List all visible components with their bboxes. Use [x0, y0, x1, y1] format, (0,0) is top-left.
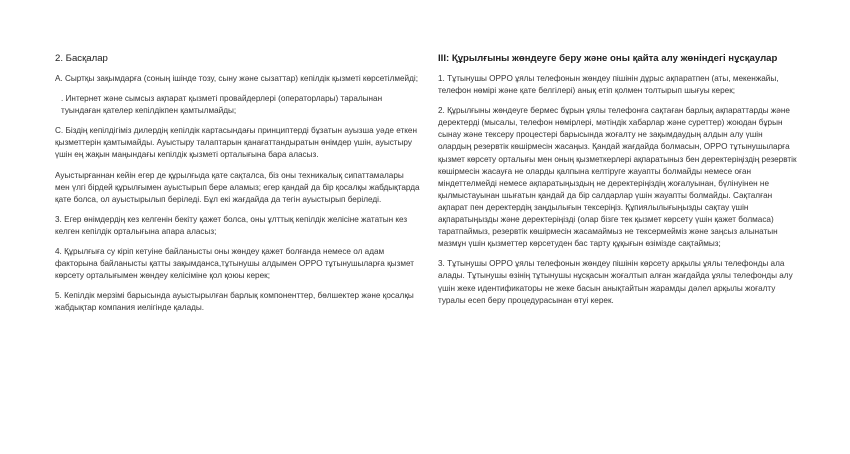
paragraph-3: 3. Егер өнімдердің кез келгенін бекіту қажет болса, оны ұлттық кепілдік желісіне жататын кез келген кепілдік орталығына апара аласыз; [55, 214, 408, 236]
paragraph-4: 4. Құрылғыға су кіріп кетуіне байланысты оны жөндеу қажет болғанда немесе ол адам факторына байланысты қатты зақымданса,тұтынушы алдымен OPPO тұтынушыларға қызмет көрсету орталығымен жөндеу келісіміне қол қоюы керек; [55, 247, 414, 281]
paragraph-c: С. Біздің кепілдігіміз дилердің кепілдік картасындағы принциптерді бұзатын ауызша уәде еткен қызметтерін қамтымайды. Ауыстыру талаптарын қанағаттандыратын өнімдер үшін, ауыстыру үшін ең жақын маңындағы кепілдік қызметі орталығына бара аласыз. [55, 126, 417, 160]
left-column [55, 52, 420, 323]
right-column [438, 52, 798, 315]
instruction-1: 1. Тұтынушы OPPO ұялы телефонын жөндеу пішінін дұрыс ақпаратпен (аты, мекенжайы, телефон нөмірі және қате белгілері) анық етіп қолмен толтырып шығуы керек; [438, 74, 779, 96]
instruction-2: 2. Құрылғыны жөндеуге бермес бұрын ұялы телефонға сақтаған барлық ақпараттарды және деректерді (мысалы, телефон нөмірлері, мәтіндік хабарлар және суреттер) жоюдан бұрын сынау және тексеру процестері барысында жоғалту не зақымдаудың алдын алу үшін олардың резервтік көшірмесін жасаңыз. Қандай жағдайда болмасын, OPPO тұтынушыларға қызмет көрсету орталығы мен оның қызметкерлері ақпаратыныз бен деректеріңіздің резервтік көшірмесін жасауға не оларды қалпына келтіруге жауапты болмайды немесе оған міндеттелмейді немесе ақпаратыңыздың не деректеріңіздің жоғалуынан, бүлінуінен не қылмыстауынан шығатын қандай да бір салдарлар үшін жауапты болмайды. Сақталған ақпарат пен деректердің заңдылығын тексеріңіз. Құпиялылығыңызды сақтау үшін ақпаратыңызды және деректеріңізді (олар бізге тек қызмет көрсету үшін қажет болмаса) таратпаймыз, резервтік көшірмесін жасамаймыз не тексермейміз және заңсыз алынатын мазмұн үшін қызметтер көрсетуден бас тарту құқығын өзімізде сақтаймыз; [438, 106, 797, 249]
paragraph-a: А. Сыртқы зақымдарға (соның ішінде тозу, сыну және сызаттар) кепілдік қызметі көрсетілмейді; [55, 74, 418, 83]
instruction-3: 3. Тұтынушы OPPO ұялы телефонын жөндеу пішінін көрсету арқылы ұялы телефонды ала алады. Тұтынушы өзінің тұтынушы нұсқасын жоғалтып алған жағдайда ұялы телефонды алу үшін жеке идентификаторы не жеке басын анықтайтын жарамды дәлел арқылы жоғалту туралы есеп беру процедурасынан өтуі керек. [438, 259, 793, 305]
paragraph-5: 5. Кепілдік мерзімі барысында ауыстырылған барлық компоненттер, бөлшектер және қосалқы жабдықтар компания иелігінде қалады. [55, 291, 414, 313]
paragraph-b: . Интернет және сымсыз ақпарат қызметі провайдерлері (операторлары) таралынан туындаған қателер кепілдікпен қамтылмайды; [61, 94, 383, 116]
section-title-repair-instructions: III: Құрылғыны жөндеуге беру және оны қайта алу жөніндегі нұсқаулар [438, 53, 778, 64]
paragraph-c-continued: Ауыстырғаннан кейін егер де құрылғыда қате сақталса, біз оны техникалық сипаттамалары мен үлгі бірдей құрылғымен ауыстырып бере аламыз; егер қандай да бір қосалқы жабдықтарда қате болса, ол ауыстырылып беріледі. Бұл екі жағдайда да тегін ауыстырып беріледі. [55, 170, 420, 204]
section-title-others: 2. Басқалар [55, 53, 108, 64]
